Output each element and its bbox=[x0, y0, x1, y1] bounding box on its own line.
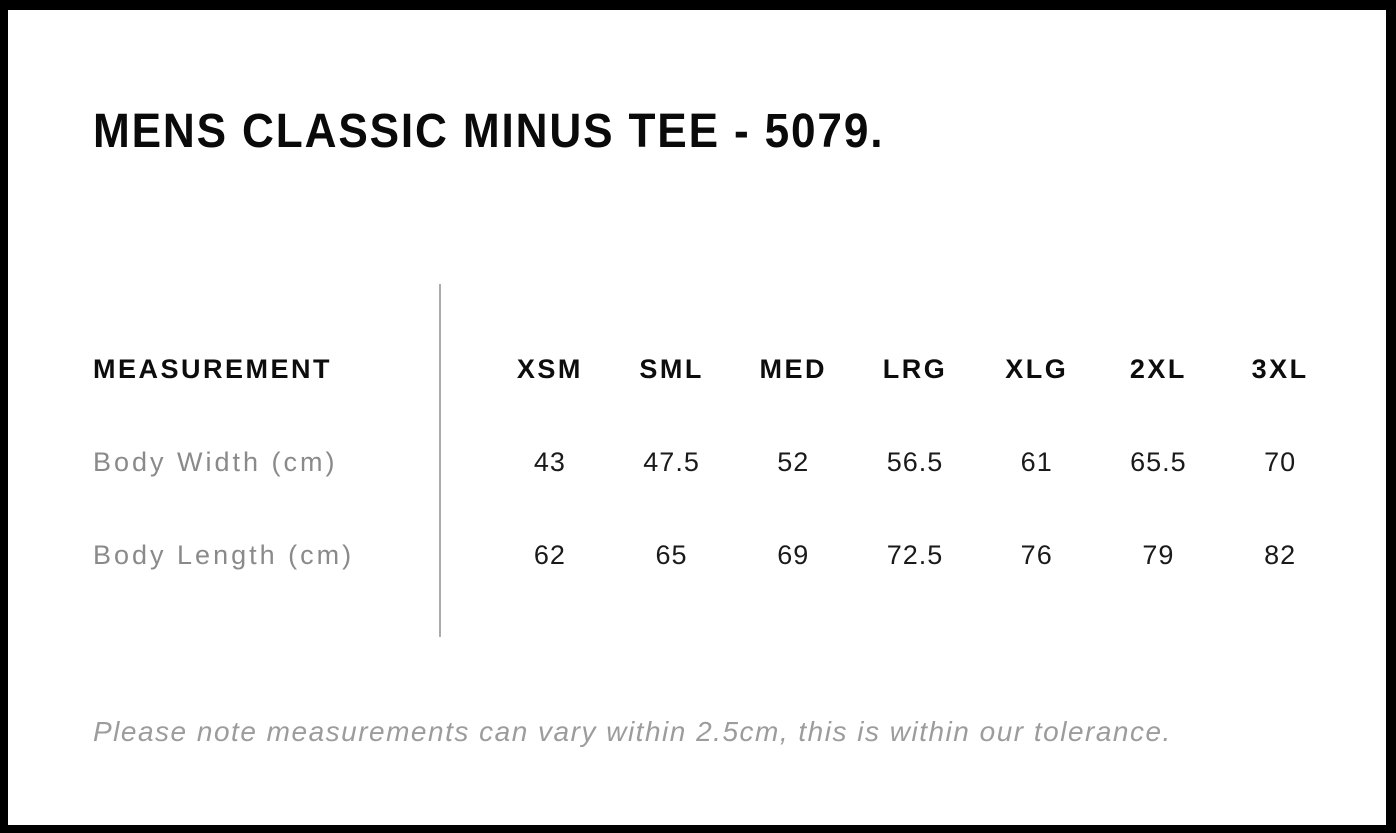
body-width-value-sml: 47.5 bbox=[643, 446, 700, 477]
body-width-value-xlg: 61 bbox=[1020, 446, 1053, 477]
body-length-value-sml: 65 bbox=[655, 539, 688, 570]
size-chart-table bbox=[93, 341, 1341, 583]
body-length-value-xsm: 62 bbox=[533, 539, 566, 570]
column-header-size-med: MED bbox=[759, 353, 828, 384]
tolerance-note: Please note measurements can vary within 2.5cm, this is within our tolerance. bbox=[93, 716, 1172, 747]
page-title: MENS CLASSIC MINUS TEE - 5079. bbox=[93, 105, 885, 158]
body-width-value-med: 52 bbox=[777, 446, 810, 477]
column-header-size-sml: SML bbox=[639, 353, 704, 384]
column-header-size-2xl: 2XL bbox=[1129, 353, 1187, 384]
body-length-value-med: 69 bbox=[777, 539, 810, 570]
column-header-measurement: MEASUREMENT bbox=[93, 353, 333, 384]
column-header-size-lrg: LRG bbox=[882, 353, 948, 384]
row-label-body-width: Body Width (cm) bbox=[93, 446, 338, 477]
body-length-value-3xl: 82 bbox=[1264, 539, 1297, 570]
column-header-size-3xl: 3XL bbox=[1251, 353, 1309, 384]
body-width-value-3xl: 70 bbox=[1264, 446, 1297, 477]
body-length-value-xlg: 76 bbox=[1020, 539, 1053, 570]
row-label-body-length: Body Length (cm) bbox=[93, 539, 355, 570]
body-width-value-lrg: 56.5 bbox=[886, 446, 944, 477]
body-length-value-2xl: 79 bbox=[1142, 539, 1175, 570]
body-width-value-2xl: 65.5 bbox=[1130, 446, 1187, 477]
body-width-value-xsm: 43 bbox=[533, 446, 566, 477]
body-length-value-lrg: 72.5 bbox=[886, 539, 944, 570]
column-header-size-xlg: XLG bbox=[1005, 353, 1069, 384]
column-header-size-xsm: XSM bbox=[516, 353, 583, 384]
